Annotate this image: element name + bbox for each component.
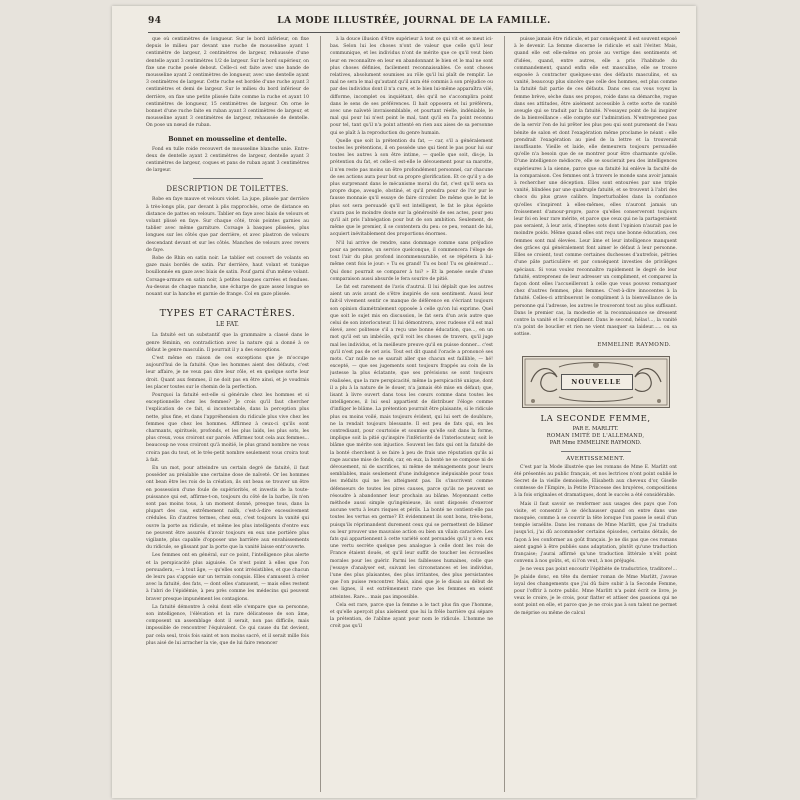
types-title: TYPES ET CARACTÈRES. [159, 308, 296, 320]
toilettes-title: DESCRIPTION DE TOILETTES. [166, 185, 289, 194]
story-translator: PAR Mme EMMELINE RAYMOND. [549, 439, 642, 446]
article-paragraph: Quelle que soit la prétention du fat, — car, s'il a généralement toutes les prétentions, il en possède une qui tient le pas pour lui sur toutes les autres à son être intime, — quelle que soit, dis-je, la prétention du fat, et celle-ci est-elle le dévouement pour sa marotte, il n'en reste pas moins un être profondément personnel, car chacune de ses actions aura pour but sa propre glorification. Et ce qu'il y a de plus surprenant dans le mécanisme moral du fat, c'est qu'il sera sa propre dupe, aveugle, obstiné, et qu'il prendra pour de l'or pur le fausse monnaie qu'il essaye de faire circuler. De même que le fat le plus sot sera persuadé qu'il est intelligent, le fat le plus égoïste s'aura pas le moindre doute sur la générosité de ses actes, pour peu qu'il ait pris l'abnégation pour but de son ambition. Seulement, de même que le premier, il se contentera du peu: ce peu, venant de lui, acquiert inévitablement des proportions énormes. [330, 138, 493, 238]
column-rule-2 [504, 36, 505, 792]
article-paragraph: Pourquoi la fatuité est-elle si générale chez les hommes et si exceptionnelle chez les femmes? Je crois qu'il faut chercher l'explication de ce fait, si incontestable, dans la perception plus nette, plus fine, et dans l'appréhension du ridicule plus vive chez les femmes que chez les hommes. Affirmez à ceux-ci qu'ils sont charmants, spirituels, profonds, et les plus laids, les plus sots, les plus creux, vous croiront sur parole. Affirmez tout cela aux femmes... beaucoup ne vous croiront qu'à moitié, le plus grand nombre ne vous croira pas du tout, et le très-petit nombre seulement vous croira tout à fait. [146, 392, 309, 463]
bonnet-text: Fond en tulle roide recouvert de mousseline blanche unie. Entre-deux de dentelle ayant 2 centimètres de largeur, dentelle ayant 3 centimètres de largeur, coques et pans de ruban ayant 3 centimètres de largeur. [146, 146, 309, 174]
newspaper-page [112, 6, 696, 798]
story-author: PAR E. MARLITT. [572, 425, 619, 432]
bonnet-title: Bonnet en mousseline et dentelle. [168, 135, 287, 143]
page-number: 94 [148, 16, 162, 26]
toilette-paragraph: Robe de Rhin en satin noir. Le tablier est couvert de volants en gaze mais bordés de satin. Par derrière, haut volant et tunique bouillonnée en gaze avec biais de satin. Pouf garni d'un même volant. Corsage-armure en satin noir, à petites basques carrées et fendues. Au-dessus de chaque manche, une écharpe de gaze assez longue se nouant sur la hanche et garnie de frange. Col en gaze plissée. [146, 256, 309, 298]
nouvelle-ornament [522, 356, 670, 408]
column-3 [514, 36, 677, 792]
article-paragraph: La fatuité est un substantif que la grammaire a classé dans le genre féminin, en contradiction avec la nature qui a donné à ce défaut le genre masculin. Il pourrait il y a des exceptions. [146, 333, 309, 353]
article-paragraph: à la douce illusion d'être supérieur à tout ce qui vit et se meut ici-bas. Selon lui les choses n'ont de valeur que celle qu'il leur communique, et les individus n'ont de mérite que ce qu'il veut bien leur en reconnaître en leur en abandonnant le bien et le mal ne sont plus choses définies, facilement reconnaissables. Ce sont choses relatives, absolument soumises au rôle qu'il lui plaît de remplir. Le mal ne sera le mal qu'autant qu'il aura été commis à son préjudice ou par des individus dont il n'a cure, et le bien lui-même apparaîtra vilé, difforme, incomplet ou inquiétant, dès qu'il ne s'accomplira point dans le sens de ses préférences. Il hait opposera et lui préférera, avec une naïveté invraisemblable, et pourtant réelle, indéniable, le mal qui pour lui n'est point le mal, tant qu'il en l'a point reconnu pour tel, tant qu'il n'a point attenté en rien aux aises de sa personne qui se plaît à la reproduction du genre humain. [330, 37, 493, 136]
intro-paragraph: que où centimètres de longueur. Sur le bord inférieur, on fixe depuis le milieu par devant une ruche de mousseline ayant 1 centimètre de largeur, 2 centimètres de largeur, rehaussée d'une dentelle ayant 3 centimètres 1/2 de largeur. Sur le bord supérieur, on fixe une ruche posée debout. Celle-ci est faite avec une bande de mousseline ayant 2 centimètres de longueur, avec une dentelle ayant 3 centimètres de largeur. Cette ruche est bordée d'une ruche ayant 3 centimètres et demi de largeur. Sur le milieu du bord inférieur de derrière, on fixe une petite plissée faite comme la ruche et ayant 10 centimètres de longueur, 15 centimètres de largeur. On orne le bonnet d'une ruche faite en ruban ayant 3 centimètres de largeur, et mousseline ayant 3 centimètres de largeur, rehaussée de dentelle. On pose un nœud de ruban. [146, 37, 309, 129]
story-type: ROMAN IMITÉ DE L'ALLEMAND, [546, 432, 645, 439]
types-subtitle: LE FAT. [216, 321, 239, 329]
article-paragraph: N'il lui arrive de rendre, sans dommage comme sans préjudice pour sa personne, un service quelconque, il commencera l'éloge de tout l'air du plus profond incommensurable, et se répétera à lui-même cent fois le jour: « Tu es grand! Tu es bon! Tu es généreux!... Qui donc pourrait se comparer à toi? » Et la pensée seule d'une comparaison aussi absurde le fera sourire de pitié. [330, 240, 493, 282]
avertissement-title: AVERTISSEMENT. [566, 455, 625, 462]
avertissement-paragraph: C'est par la Mode illustrée que les romans de Mme E. Marlitt ont été présentés au public français, et nos lectrices n'ont point oublié le Secret de la vieille demoiselle, Elisabeth aux cheveux d'or, Giselle comtesse de l'Empire, la Petite Princesse des bruyères, compositions à la fois originales et dramatiques, dont le succès a été considérable. [514, 464, 677, 499]
column-2 [330, 36, 493, 792]
column-1 [146, 36, 309, 792]
article-paragraph: Les femmes ont en général, sur ce point, l'intelligence plus alerte et la perspicacité plus aiguisée. Ce n'est point à elles que l'on persuadera, — à tout âge, — qu'elles sont irrésistibles, et que chacun de leurs pas s'appuie sur un terrain conquis. Elles s'amusent à créer avec la fatuité, des fats, — dont elles s'amusent, — mais elles restent à l'abri de l'épidémie, à peu près comme les médecins qui peuvent braver presque impunément les contagions. [146, 553, 309, 602]
article-paragraph: Cela est rare, parce que la femme a le tact plus fin que l'homme, et qu'elle aperçoit plus aisément que lui la frêle barrière qui sépare la prétention, de l'abîme ayant pour nom le ridicule. L'homme ne croit pas qu'il [330, 602, 493, 630]
nouvelle-label: NOUVELLE [561, 374, 633, 390]
article-paragraph: C'est même en raison de ces exceptions que je m'occupe aujourd'hui de la fatuité. Que les hommes aient des défauts, c'est leur affaire, je ne veux pas dire leur rôle, et en quelque sorte leur droit. Quant aux femmes, il ne doit pas en être ainsi, et je voudrais les placer toutes sur le chemin de la perfection. [146, 355, 309, 390]
avertissement-paragraph: Mais il faut savoir se renfermer aux usages des pays que l'on visite, et consentir à se déchausser quand on entre dans une mosquée, comme à se couvrir la tête lorsque l'on passe le seuil d'un temple israélite. Dans les romans de Mme Marlitt, que j'ai traduits jusqu'ici, j'ai dû accommoder certains épisodes, certains détails, de façon à les conformer au goût français. Je ne dis pas que ces romans aient gagné à être publiés sans adaptation, plutôt qu'une traduction française; j'aurai affirmé qu'une traduction littérale n'eût point convenu à nos goûts, et, si l'on veut, à nos préjugés. [514, 501, 677, 565]
toilette-paragraph: Robe en faye mauve et velours violet. La jupe, plissée par derrière à très-longs plis, par devant à plis rapprochés, orne de distance en distance de pattes en velours. Tablier en faye avec biais de velours et volant plissé en faye. Sur chaque côté, trois pointes garnies au tablier avec même garniture. Corsage à basques plissées, plus longues sur les côtés que par derrière, et avec plastron de velours descendant devant et sur les côtés. Manches de velours avec revers de faye. [146, 197, 309, 253]
author-signature: EMMELINE RAYMOND. [597, 341, 671, 348]
article-paragraph: Le fat est rarement de l'avis d'autrui. Il lui déplaît que les autres aient un avis avant de s'être inspirés de son sentiment. Aussi leur fait-il vivement sentir ce manque de déférence en s'écriant toujours son opinion diamétralement opposée à celle qu'on lui exprime. Quel que soit le sujet mis en discussion, le fat sera d'un avis autre que celui de son interlocuteur. Il lui démontrera, avec rudesse s'il est mal élevé, avec politesse s'il a reçu une bonne éducation, que..., en un mot qu'il est un imbécile, qu'il voit les choses de travers, qu'il juge mal les individus, et la meilleure preuve qu'il en puisse donner... c'est qu'il n'est pas de cet avis. Tout est dit quand l'oracle a prononcé ses mots. Car nulle ne se saurait aller que chacun est faillible, — hé! excepté, — que ses jugements sont toujours frappés au coin de la justesse la plus éclatante, que ses prévisions se sont toujours réalisées, que la rare perspicacité, même la perspicacité unique, dont il a plu à la nature de le douer, n'a jamais été mise en défaut; que, lisant à livre ouvert dans tous les cœurs comme dans toutes les intelligences, il lui seul appartient de distribuer l'éloge comme d'infliger le blâme. La prétention pourrait être plaisante, si le ridicule plus ou moins voilé, mais toujours évident, qui lui sert de doublure, ne la rendait toujours blessante. Il est peu de fats qui, en les contredisant, pour courtoisie et soumise qu'elle soit dans la forme, implique soit la pitié qu'inspire l'infériorité de l'interlocuteur, soit le blâme que mérite son injustice. Souvent les fats qui ont la fatuité de la bonté cherchent à se faire à peu de frais une réputation qu'ils ai rage aucune mise de fonds, car, en eux, la bonté ne se compose ni de dévouement, ni de sacrifices, ni même de ménagements pour leurs semblables, mais seulement d'une indulgence inépuisable pour tous les méfaits qui ne les atteignent pas. Ils s'inscrivent comme défenseurs de toutes les pires causes, parce qu'ils ne peuvent se résoudre à abandonner leur prochain au blâme. Moyennant cette méthode aussi simple qu'ingénieuse, ils sont disposés d'exercer aucune vertu à leurs risques et périls. La bonté ne contient-elle pas toutes les vertus en germe? Et évidemment ils sont bons, très-bons, puisqu'ils réprimandent durement ceux qui se permettent de blâmer ou leur prouver une mauvaise action ou bien un vilain caractère. Les fats qui appartiennent à cette variété sont persuadés qu'il y a en eux une vertu secrète quelque peu analogue à celle dont les rois de France étaient doués, et qu'il leur suffit de toucher les écrouelles morales pour les guérir. Parmi les faiblesses humaines, celle que j'essaye d'analyser est, suivant les circonstances et les individus, l'une des plus plaisantes, des plus irritantes, des plus persistantes que l'on puisse rencontrer. Mais, ainsi que je le disais au début de ces lignes, il est extrêmement rare que les femmes en soient atteintes. Rare... mais pas impossible. [330, 284, 493, 600]
journal-title: LA MODE ILLUSTRÉE, JOURNAL DE LA FAMILLE. [277, 16, 551, 26]
story-title: LA SECONDE FEMME, [540, 413, 651, 424]
column-rule-1 [320, 36, 321, 792]
divider [193, 178, 263, 179]
article-paragraph: puisse jamais être ridicule, et par conséquent il est souvent exposé à le devenir. La femme discerne le ridicule et sait l'éviter. Mais, quand elle est elle-même en proie au vertige des sentiments et d'idées, quand, entre autres, elle a pris l'habitude du commandement, quand enfin elle est masculine, elle se trouve exposée à contracter quelques-uns des défauts masculins, et sa vanité, beaucoup plus sincère que celle des hommes, est plus comme la fatuité fait partie de ces défauts. Dans ces cas vous voyez la femme brève, sèche dans ses propos, roide dans sa démarche, rogue dans ses attitudes, être aisément accessible à cette sorte de vanité aveugle qui se traduit par la fatuité. N'essayez point de lui inspirer de la bienveillance : elle compte sur l'admiration. N'entreprenez pas de la servir l'en de lui prêter les plus peu qui sont purement de l'eau bénite de salon et dont l'exagération même proclame le néant : elle prendrait l'exagération au pied de la lettre et la trouverait insuffisante. Vieille et laide, elle demeurera toujours persuadée qu'elle n'a besoin que de se montrer pour être charmante qu'elle. D'une intelligence médiocre, elle se soucierait peu des intelligences supérieures à la sienne, parce que sa fatuité lui enlève la faculté de la comparaison. Ces femmes ont à travers le monde sans avoir jamais à rechercher une déception. Elles sont entourées par une triple vanité, blindées par une quadruple fatuité, et se trouvent à l'abri des chocs du plus grave calibre. Imperturbables dans la confiance qu'elles s'inspirent à elles-mêmes, elles n'auront jamais un froissement d'amour-propre, parce qu'elles conserveront toujours leur foi en leur rare mérite, et parce que ceux qui ne la partageraient pas seraient, à leur avis, d'ineptes sots dont l'opinion n'aurait pas le moindre poids. Même quand elles ont reçu une bonne éducation, ces femmes sont mal élevées. Leur âme et leur intelligence manquent des grâces qui généralement font aimer le défaut à leur personne. Elles se croient, tout comme certaines duchesses d'autrefois, pétries d'une pâte particulière et par conséquent investies de privilèges spéciaux. Si vous voulez reconnaître rapidement le degré de leur fatuité, entreprenez de leur adresser un compliment, et comparez la façon dont elles l'accueilleront à celle que vous pouvez remarquer chez d'autres femmes, plus femmes. C'est-à-dire innocentes à la fatuité. Celles-ci attribueront le compliment à la bienveillance de la personne qui l'adresse, les autres le trouveront tout au plus suffisant. Dans le premier cas, la modestie et la reconnaissance se dressent contre la vanité et le compliment. Dans le second, hélas!..., la vanité n'a point de bouclier et rien ne vient masquer sa laideur...... ou sa sottise. [514, 37, 677, 338]
avertissement-paragraph: Je ne veux pas point encourir l'épithète de traductrice, traditore!... Je plaide donc, en tête du dernier roman de Mme Marlitt, j'avoue loyal des changements que j'ai dû faire subir à la Seconde Femme, pour l'offrir à notre public. Mme Marlitt n'a point écrit ce livre, je veux le croire, je le crois, pour flatter et attiser des passions qui ne sont point en elle, et parce que je ne crois pas à son talent ne permet de méprise ou même de calcul [514, 567, 677, 616]
article-paragraph: La fatuité démontre à celui dont elle s'empare que sa personne, son intelligence, l'élévation et la rare délicatesse de son âme, composent un assemblage dont il serait, non pas difficile, mais impossible de rencontrer l'équivalent. Ce qui cause du fat devient, par cela seul, trois fois saint et non moins sacré, et il serait mille fois plus aisé de lui arracher la vie, que de lui faire renoncer [146, 604, 309, 646]
divider [561, 451, 631, 452]
article-paragraph: En un mot, pour atteindre un certain degré de fatuité, il faut posséder au préalable une certaine dose de naïveté. Or les hommes ont bean être les rois de la création, ils ont beau se trouver un être en possession d'une foule de supériorités, et investis de la toute-puissance qui est, affirme-t-on, toujours du côté de la barbe, ils n'en sont pas moins tous, à un moment donné, presque tous, dans la plupart des cas, extrêmement naïfs, c'est-à-dire excessivement crédules. En d'autres termes, chez eux, c'est toujours la vanité qui ouvre la porte au ridicule, et même les plus intelligents d'entre eux ne peuvent être assurés d'avoir toujours en eux une portière plus vigilante, plus capable d'opposer une barrière aux envahissements du ridicule, se glissant par la porte que la vanité laisse entr'ouverte. [146, 465, 309, 551]
page-header [148, 14, 680, 33]
